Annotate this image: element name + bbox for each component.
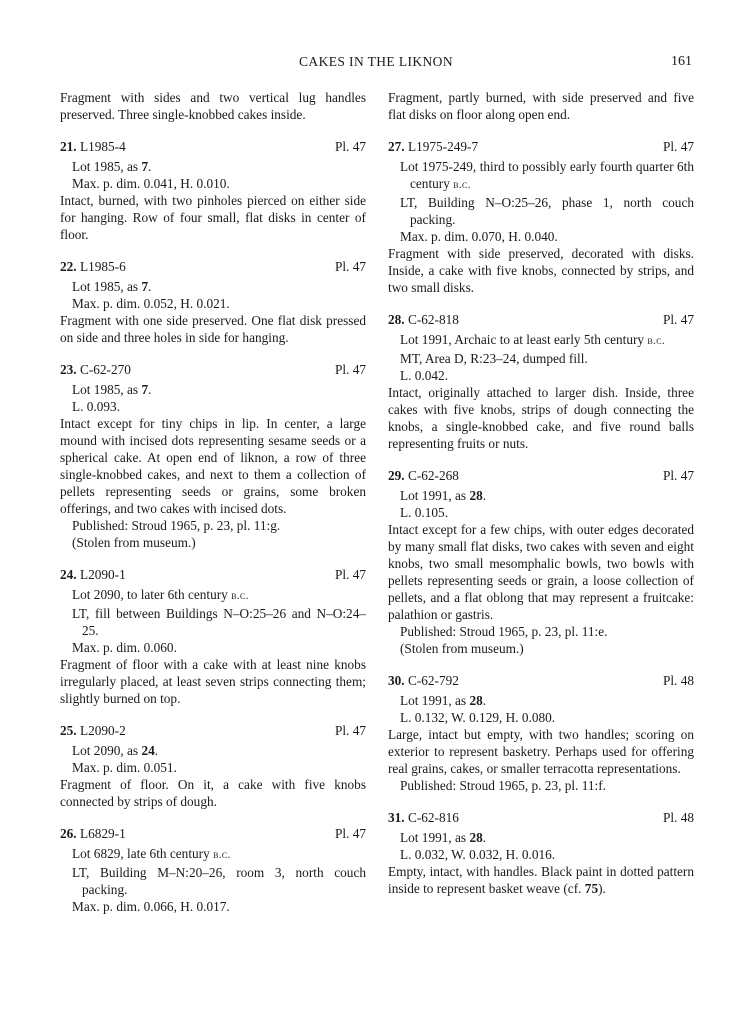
entry-heading: [388, 672, 694, 689]
plate-ref: Pl. 47: [662, 468, 694, 483]
plate-ref: Pl. 48: [662, 673, 694, 688]
lot-info: Lot 2090, to later 6th century b.c.: [72, 587, 249, 602]
publication-ref: Published: Stroud 1965, p. 23, pl. 11:f.: [400, 778, 606, 793]
entry-heading: [388, 809, 694, 826]
entry-description: Intact, burned, with two pinholes pierced on either side for hanging. Row of four small, flat disks in center of floor.: [60, 193, 366, 242]
entry-heading: [388, 467, 694, 484]
catalog-entry-25: [60, 722, 366, 810]
lot-info: Lot 1985, as 7.: [72, 159, 152, 174]
page-number: 161: [671, 54, 692, 69]
catalog-entry-24: [60, 566, 366, 707]
plate-ref: Pl. 48: [662, 810, 694, 825]
find-context: LT, Building M–N:20–26, room 3, north couch packing.: [72, 865, 366, 897]
dimensions: Max. p. dim. 0.052, H. 0.021.: [72, 296, 230, 311]
catalog-entry-23: [60, 361, 366, 551]
status-note: (Stolen from museum.): [72, 535, 196, 550]
entry-description: Fragment of floor with a cake with at least nine knobs irregularly placed, at least seven strips connecting them; slightly burned on top.: [60, 657, 366, 706]
entry-number-id: 21. L1985-4: [60, 139, 126, 154]
entry-number-id: 26. L6829-1: [60, 826, 126, 841]
continued-description: Fragment with sides and two vertical lug handles preserved. Three single-knobbed cakes inside.: [60, 90, 366, 122]
publication-ref: Published: Stroud 1965, p. 23, pl. 11:g.: [72, 518, 281, 533]
plate-ref: Pl. 47: [662, 312, 694, 327]
entry-number-id: 24. L2090-1: [60, 567, 126, 582]
catalog-entry-30: [388, 672, 694, 794]
lot-info: Lot 1985, as 7.: [72, 279, 152, 294]
lot-info: Lot 1991, as 28.: [400, 488, 487, 503]
plate-ref: Pl. 47: [334, 259, 366, 274]
entry-number-id: 22. L1985-6: [60, 259, 126, 274]
plate-ref: Pl. 47: [334, 139, 366, 154]
find-context: LT, fill between Buildings N–O:25–26 and N–O:24–25.: [72, 606, 366, 638]
catalog-entry-31: [388, 809, 694, 897]
entry-description: Intact except for a few chips, with outer edges decorated by many small flat disks, two cakes with seven and eight knobs, two small mesomphalic bowls, two bowls with pellets representing seeds or grain, a loose collection of pellets, and a flat oblong that may represent a fruitcake: palathion or gastris.: [388, 522, 694, 622]
find-context: LT, Building N–O:25–26, phase 1, north couch packing.: [400, 195, 694, 227]
plate-ref: Pl. 47: [334, 567, 366, 582]
plate-ref: Pl. 47: [662, 139, 694, 154]
find-context: MT, Area D, R:23–24, dumped fill.: [400, 351, 588, 366]
entry-description: Fragment of floor. On it, a cake with five knobs connected by strips of dough.: [60, 777, 366, 809]
lot-info: Lot 6829, late 6th century b.c.: [72, 846, 231, 861]
entry-number-id: 29. C-62-268: [388, 468, 459, 483]
dimensions: Max. p. dim. 0.051.: [72, 760, 177, 775]
entry-heading: [388, 138, 694, 155]
entry-number-id: 28. C-62-818: [388, 312, 459, 327]
dimensions: Max. p. dim. 0.066, H. 0.017.: [72, 899, 230, 914]
entry-description: Fragment with one side preserved. One flat disk pressed on side and three holes in side for hanging.: [60, 313, 366, 345]
entry-description: Intact except for tiny chips in lip. In center, a large mound with incised dots representing sesame seeds or a spherical cake. At open end of liknon, a row of three single-knobbed cakes, and next to them a collection of pellets representing seeds or grains, some broken offerings, and two cakes with incised dots.: [60, 416, 366, 516]
right-column: [388, 89, 694, 897]
running-title: CAKES IN THE LIKNON: [299, 54, 453, 69]
entry-number-id: 27. L1975-249-7: [388, 139, 479, 154]
catalog-entry-21: [60, 138, 366, 243]
dimensions: L. 0.105.: [400, 505, 449, 520]
entry-description: Intact, originally attached to larger dish. Inside, three cakes with five knobs, strips of dough connecting the knobs, a single-knobbed cake, and five round balls representing fruits or nuts.: [388, 385, 694, 451]
entry-heading: [60, 825, 366, 842]
lot-info: Lot 1991, Archaic to at least early 5th century b.c.: [400, 332, 666, 347]
entry-heading: [60, 722, 366, 739]
entry-number-id: 30. C-62-792: [388, 673, 459, 688]
catalog-entry-28: [388, 311, 694, 452]
dimensions: L. 0.032, W. 0.032, H. 0.016.: [400, 847, 556, 862]
running-header: [60, 54, 692, 74]
entry-heading: [60, 361, 366, 378]
dimensions: Max. p. dim. 0.070, H. 0.040.: [400, 229, 558, 244]
entry-number-id: 25. L2090-2: [60, 723, 126, 738]
entry-heading: [60, 566, 366, 583]
entry-description: Fragment with side preserved, decorated with disks. Inside, a cake with five knobs, connected by strips, and two small disks.: [388, 246, 694, 295]
lot-info: Lot 1991, as 28.: [400, 830, 487, 845]
entry-description: Large, intact but empty, with two handles; scoring on exterior to represent basketry. Perhaps used for offering real grains, cakes, or smaller terracotta representations.: [388, 727, 694, 776]
publication-ref: Published: Stroud 1965, p. 23, pl. 11:e.: [400, 624, 608, 639]
dimensions: Max. p. dim. 0.060.: [72, 640, 177, 655]
entry-heading: [60, 258, 366, 275]
catalog-entry-27: [388, 138, 694, 296]
plate-ref: Pl. 47: [334, 723, 366, 738]
lot-info: Lot 1991, as 28.: [400, 693, 487, 708]
catalog-entry-26: [60, 825, 366, 915]
entry-number-id: 31. C-62-816: [388, 810, 459, 825]
dimensions: Max. p. dim. 0.041, H. 0.010.: [72, 176, 230, 191]
dimensions: L. 0.093.: [72, 399, 121, 414]
left-column: [60, 89, 366, 915]
catalog-entry-22: [60, 258, 366, 346]
continued-description: Fragment, partly burned, with side preserved and five flat disks on floor along open end.: [388, 90, 694, 122]
entry-heading: [60, 138, 366, 155]
lot-info: Lot 2090, as 24.: [72, 743, 159, 758]
plate-ref: Pl. 47: [334, 362, 366, 377]
lot-info: Lot 1985, as 7.: [72, 382, 152, 397]
entry-number-id: 23. C-62-270: [60, 362, 131, 377]
dimensions: L. 0.132, W. 0.129, H. 0.080.: [400, 710, 556, 725]
lot-info: Lot 1975-249, third to possibly early fourth quarter 6th century b.c.: [400, 159, 694, 191]
entry-heading: [388, 311, 694, 328]
dimensions: L. 0.042.: [400, 368, 449, 383]
entry-description: Empty, intact, with handles. Black paint in dotted pattern inside to represent basket weave (cf. 75).: [388, 864, 694, 896]
catalog-entry-29: [388, 467, 694, 657]
status-note: (Stolen from museum.): [400, 641, 524, 656]
plate-ref: Pl. 47: [334, 826, 366, 841]
